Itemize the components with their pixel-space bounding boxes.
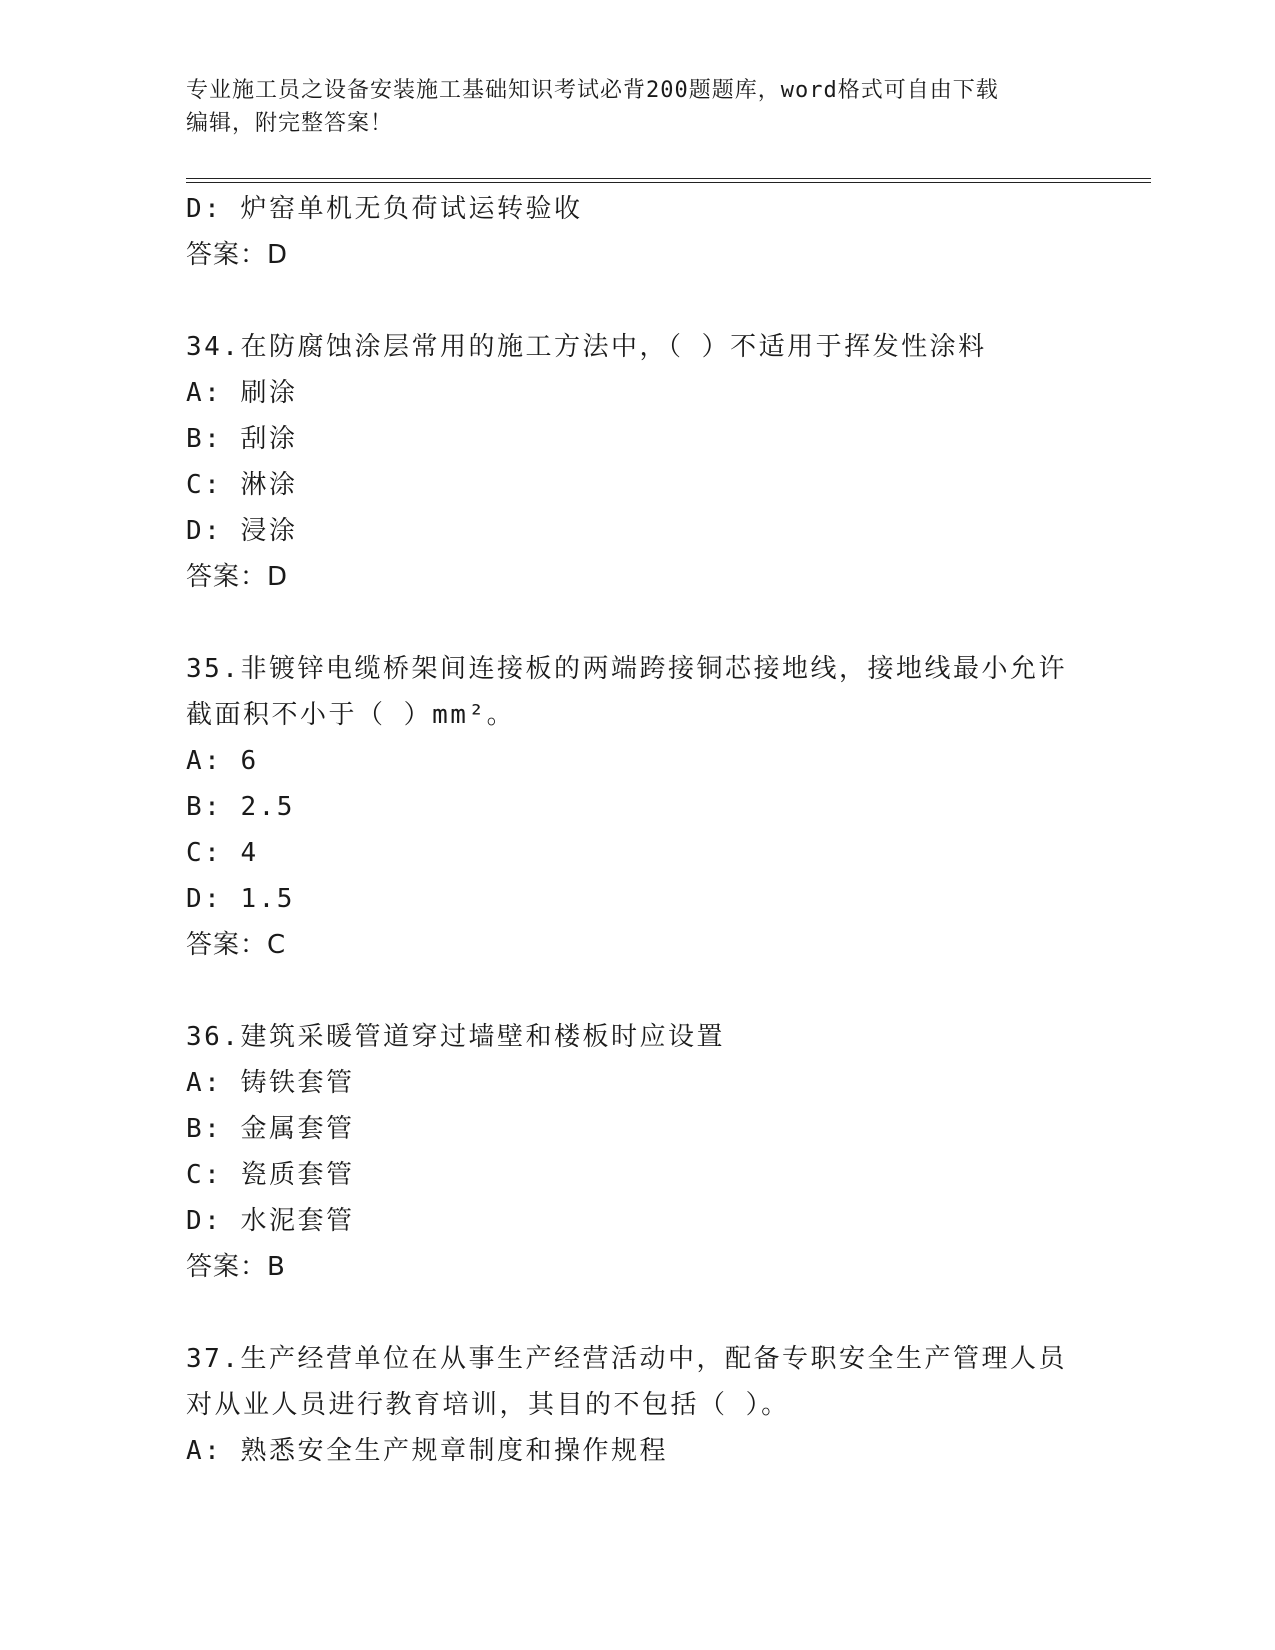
- header-divider-bottom: [186, 182, 1151, 183]
- option-d: D: 水泥套管: [186, 1206, 355, 1236]
- option-a: A: 6: [186, 746, 259, 776]
- header-title-line-1: 专业施工员之设备安装施工基础知识考试必背200题题库，word格式可自由下载: [186, 78, 999, 103]
- question-33-tail: [186, 186, 1086, 278]
- spacer: [186, 600, 1086, 646]
- option-a: A: 铸铁套管: [186, 1068, 355, 1098]
- question-text-line-2: 对从业人员进行教育培训，其目的不包括（ ）。: [186, 1390, 790, 1420]
- header-divider-top: [186, 178, 1151, 179]
- question-text: 36.建筑采暖管道穿过墙壁和楼板时应设置: [186, 1022, 725, 1052]
- question-text-line-2: 截面积不小于（ ）mm²。: [186, 700, 516, 730]
- answer: 答案：C: [186, 930, 287, 960]
- document-header: [186, 74, 1076, 140]
- question-list: [186, 186, 1086, 1474]
- answer: 答案：D: [186, 562, 289, 592]
- answer: 答案：B: [186, 1252, 286, 1282]
- answer: 答案：D: [186, 240, 289, 270]
- option-d: D: 1.5: [186, 884, 295, 914]
- option-b: B: 2.5: [186, 792, 295, 822]
- option-a: A: 刷涂: [186, 378, 298, 408]
- option-b: B: 刮涂: [186, 424, 298, 454]
- option-d: D: 浸涂: [186, 516, 298, 546]
- question-text-line-1: 37.生产经营单位在从事生产经营活动中，配备专职安全生产管理人员: [186, 1344, 1067, 1374]
- option-d: D: 炉窑单机无负荷试运转验收: [186, 194, 583, 224]
- question-text-line-1: 35.非镀锌电缆桥架间连接板的两端跨接铜芯接地线，接地线最小允许: [186, 654, 1067, 684]
- spacer: [186, 968, 1086, 1014]
- option-c: C: 瓷质套管: [186, 1160, 355, 1190]
- option-a: A: 熟悉安全生产规章制度和操作规程: [186, 1436, 668, 1466]
- question-34: [186, 324, 1086, 600]
- option-c: C: 4: [186, 838, 259, 868]
- question-36: [186, 1014, 1086, 1290]
- spacer: [186, 278, 1086, 324]
- spacer: [186, 1290, 1086, 1336]
- question-text: 34.在防腐蚀涂层常用的施工方法中，（ ）不适用于挥发性涂料: [186, 332, 987, 362]
- option-c: C: 淋涂: [186, 470, 298, 500]
- question-37: [186, 1336, 1086, 1474]
- option-b: B: 金属套管: [186, 1114, 355, 1144]
- question-35: [186, 646, 1086, 968]
- header-title-line-2: 编辑，附完整答案！: [186, 111, 394, 136]
